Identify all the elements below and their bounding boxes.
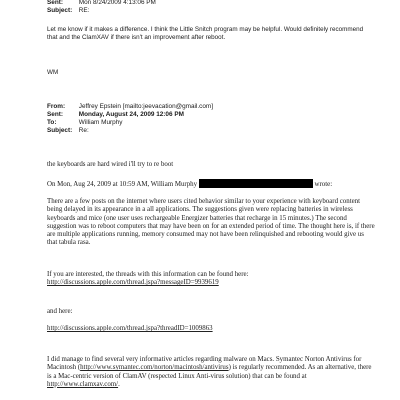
clamxav-link[interactable]: http://www.clamxav.com/	[47, 380, 119, 388]
message-paragraph-1: There are a few posts on the internet where users cited behavior similar to your experience with keyboard content being delayed in its appearance in a all applications. The suggestions given were replacing batteries in wireless keyboards and mice (one user uses rechargeable Energizer batteries that recharge in 15 minutes.) The second suggestion was to reboot computers that may have been on for an extended period of time. The thought here is, if there are multiple applications running, memory consumed may not have been relinquished and rebooting would give us that tabula rasa.	[47, 198, 375, 247]
para2-text-b: ) is regularly recommended. As an alternative, there is a Mac-centric version of ClamAV (respected Linux Anti-virus solution) that can be found at	[47, 364, 372, 380]
to-value: William Murphy	[78, 119, 123, 126]
sent-row	[47, 0, 387, 7]
email-header-top	[47, 0, 387, 15]
message-line: the keyboards are hard wired i'll try to re boot	[47, 161, 174, 168]
to-label: To:	[47, 119, 57, 126]
subject-label: Subject:	[47, 7, 73, 14]
subject-row-2	[47, 127, 387, 135]
sent-label: Sent:	[47, 0, 63, 6]
quote-intro: On Mon, Aug 24, 2009 at 10:59 AM, William Murphy	[47, 181, 198, 188]
reply-body: Let me know if it makes a difference. I think the Little Snitch program may be helpful. Would definitely recommend that and the ClamXAV if there isn't an improvement after reboot.	[47, 26, 364, 42]
and-here-text: and here:	[47, 308, 73, 315]
subject-label-2: Subject:	[47, 127, 73, 134]
subject-row	[47, 7, 387, 15]
from-row	[47, 103, 387, 111]
quote-intro-line	[47, 179, 387, 189]
forwarded-header	[47, 103, 387, 135]
sent-row-2	[47, 111, 387, 119]
symantec-link[interactable]: http://www.symantec.com/norton/macintosh/antivirus	[80, 364, 229, 372]
subject-value: RE:	[78, 7, 90, 14]
message-paragraph-2	[47, 356, 373, 389]
redaction-block	[199, 179, 313, 188]
sent-value: Mon 8/24/2009 4:13:06 PM	[78, 0, 156, 6]
sent-label-2: Sent:	[47, 111, 63, 118]
from-label: From:	[47, 103, 66, 110]
subject-value-2: Re:	[78, 127, 89, 134]
reply-signature: WM	[47, 69, 59, 76]
para2-text-a: I did manage to find several very informative articles regarding malware on Macs. Symantec Norton Antivirus for Macintosh (	[47, 356, 362, 372]
thread-link-1[interactable]: http://discussions.apple.com/thread.jspa?messageID=9939619	[47, 279, 219, 286]
thread-link-2[interactable]: http://discussions.apple.com/thread.jspa?threadID=1009863	[47, 325, 213, 332]
quote-wrote: wrote:	[314, 181, 333, 188]
from-value: Jeffrey Epstein [mailto:jeevacation@gmail.com]	[78, 103, 214, 110]
para2-text-c: .	[118, 380, 120, 388]
threads-intro: If you are interested, the threads with this information can be found here:	[47, 271, 249, 278]
sent-value-2: Monday, August 24, 2009 12:06 PM	[78, 111, 184, 118]
to-row	[47, 119, 387, 127]
